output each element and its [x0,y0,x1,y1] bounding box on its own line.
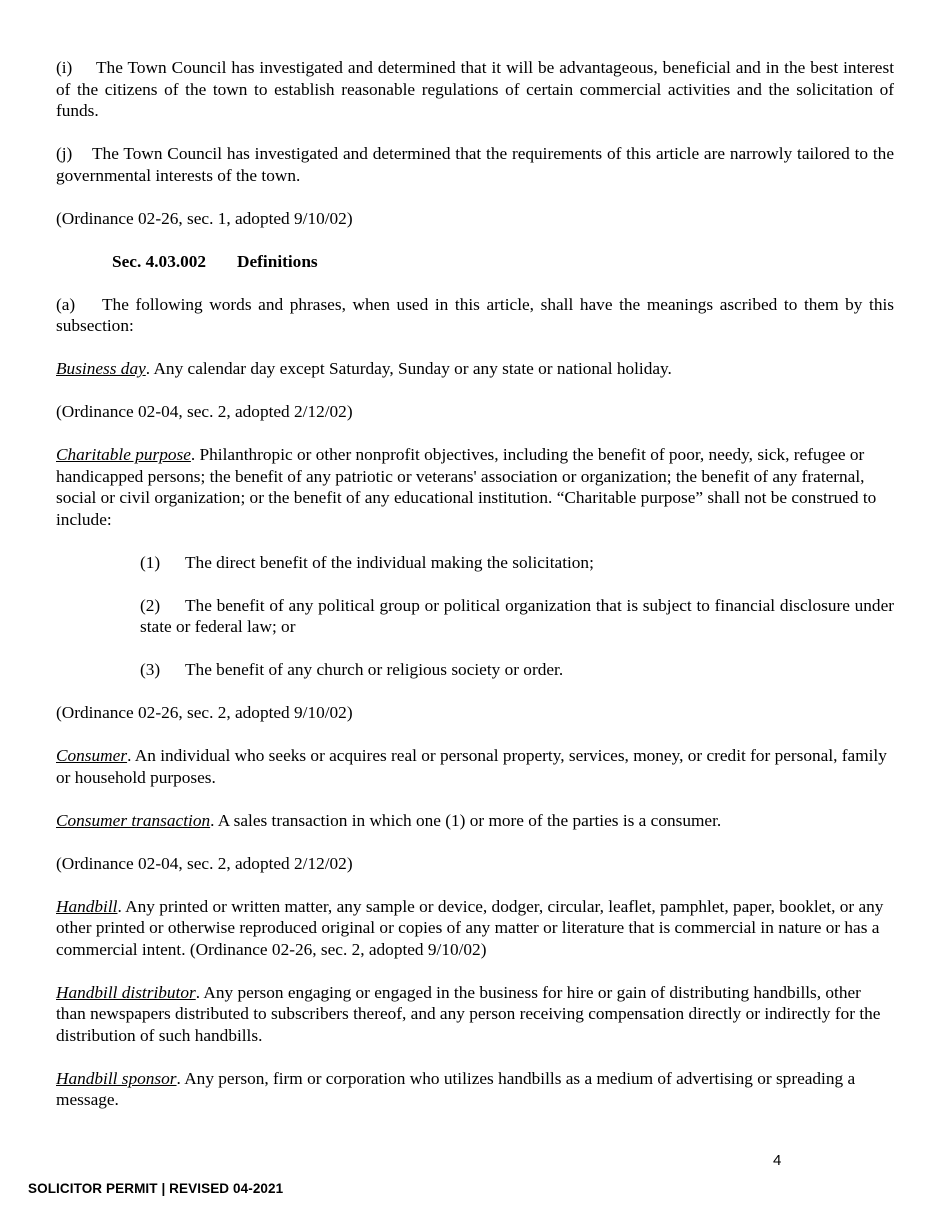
definition-handbill [56,896,894,961]
ordinance-citation: (Ordinance 02-04, sec. 2, adopted 2/12/02) [56,853,353,873]
paragraph-a [56,294,894,337]
ordinance-citation: (Ordinance 02-04, sec. 2, adopted 2/12/02) [56,402,353,421]
definition-consumer [56,745,894,788]
defined-term: Handbill [56,896,118,916]
exclusion-text: The benefit of any church or religious society or order. [185,660,564,679]
definition-text: . Philanthropic or other nonprofit objectives, including the benefit of poor, needy, sick, refugee or handicapped persons; the benefit of any patriotic or veterans' association or organization; the benefit of any fraternal, social or civil organization; or the benefit of any educational institution. “Charitable purpose” shall not be construed to include: [56,445,877,529]
definition-business-day [56,358,894,380]
exclusion-item [140,552,894,574]
definition-text: . An individual who seeks or acquires real or personal property, services, money, or credit for personal, family or household purposes. [56,746,887,787]
ordinance-citation: (Ordinance 02-26, sec. 2, adopted 9/10/02) [56,703,353,722]
paragraph-j [56,143,894,186]
document-page [56,57,894,1132]
paragraph-label: (j) [56,144,73,163]
exclusion-number: (3) [140,660,161,679]
exclusion-number: (2) [140,595,161,615]
paragraph-text: The following words and phrases, when used in this article, shall have the meanings ascribed to them by this subsection: [56,294,894,335]
defined-term: Consumer transaction [56,810,211,830]
exclusion-text: The benefit of any political group or political organization that is subject to financial disclosure under state or federal law; or [140,595,894,636]
definition-text: . Any person, firm or corporation who utilizes handbills as a medium of advertising or spreading a message. [56,1068,856,1109]
definition-handbill-distributor [56,982,894,1047]
paragraph-i [56,57,894,122]
definition-consumer-transaction [56,810,894,832]
ordinance-citation: (Ordinance 02-26, sec. 1, adopted 9/10/02) [56,208,353,228]
defined-term: Business day [56,359,146,378]
defined-term: Charitable purpose [56,445,191,464]
definition-text: . A sales transaction in which one (1) or more of the parties is a consumer. [210,810,722,830]
section-title: Definitions [237,251,318,271]
defined-term: Consumer [56,746,128,765]
paragraph-text: The Town Council has investigated and determined that the requirements of this article are narrowly tailored to the governmental interests of the town. [56,144,894,185]
section-heading [112,251,894,273]
defined-term: Handbill distributor [56,982,196,1002]
definition-text: . Any person engaging or engaged in the business for hire or gain of distributing handbills, other than newspapers distributed to subscribers thereof, and any person receiving compensation directly or indirectly for the distribution of such handbills. [56,982,881,1045]
definition-text: . Any printed or written matter, any sample or device, dodger, circular, leaflet, pamphlet, paper, booklet, or any other printed or otherwise reproduced original or copies of any matter or literature that is commercial in nature or has a commercial intent. (Ordinance 02-26, sec. 2, adopted 9/10/02) [56,896,884,959]
paragraph-text: The Town Council has investigated and determined that it will be advantageous, beneficial and in the best interest of the citizens of the town to establish reasonable regulations of certain commercial activities and the solicitation of funds. [56,58,894,120]
exclusion-item [140,595,894,638]
definition-handbill-sponsor [56,1068,894,1111]
page-footer: SOLICITOR PERMIT | REVISED 04-2021 [28,1181,284,1196]
section-number: Sec. 4.03.002 [112,251,207,271]
paragraph-label: (a) [56,294,76,314]
definition-charitable-purpose [56,444,894,530]
exclusion-number: (1) [140,552,161,572]
definition-text: . Any calendar day except Saturday, Sunday or any state or national holiday. [145,359,672,378]
exclusion-text: The direct benefit of the individual making the solicitation; [185,552,594,572]
paragraph-label: (i) [56,58,73,77]
page-number: 4 [773,1152,782,1169]
exclusion-item [140,659,894,681]
defined-term: Handbill sponsor [56,1068,177,1088]
